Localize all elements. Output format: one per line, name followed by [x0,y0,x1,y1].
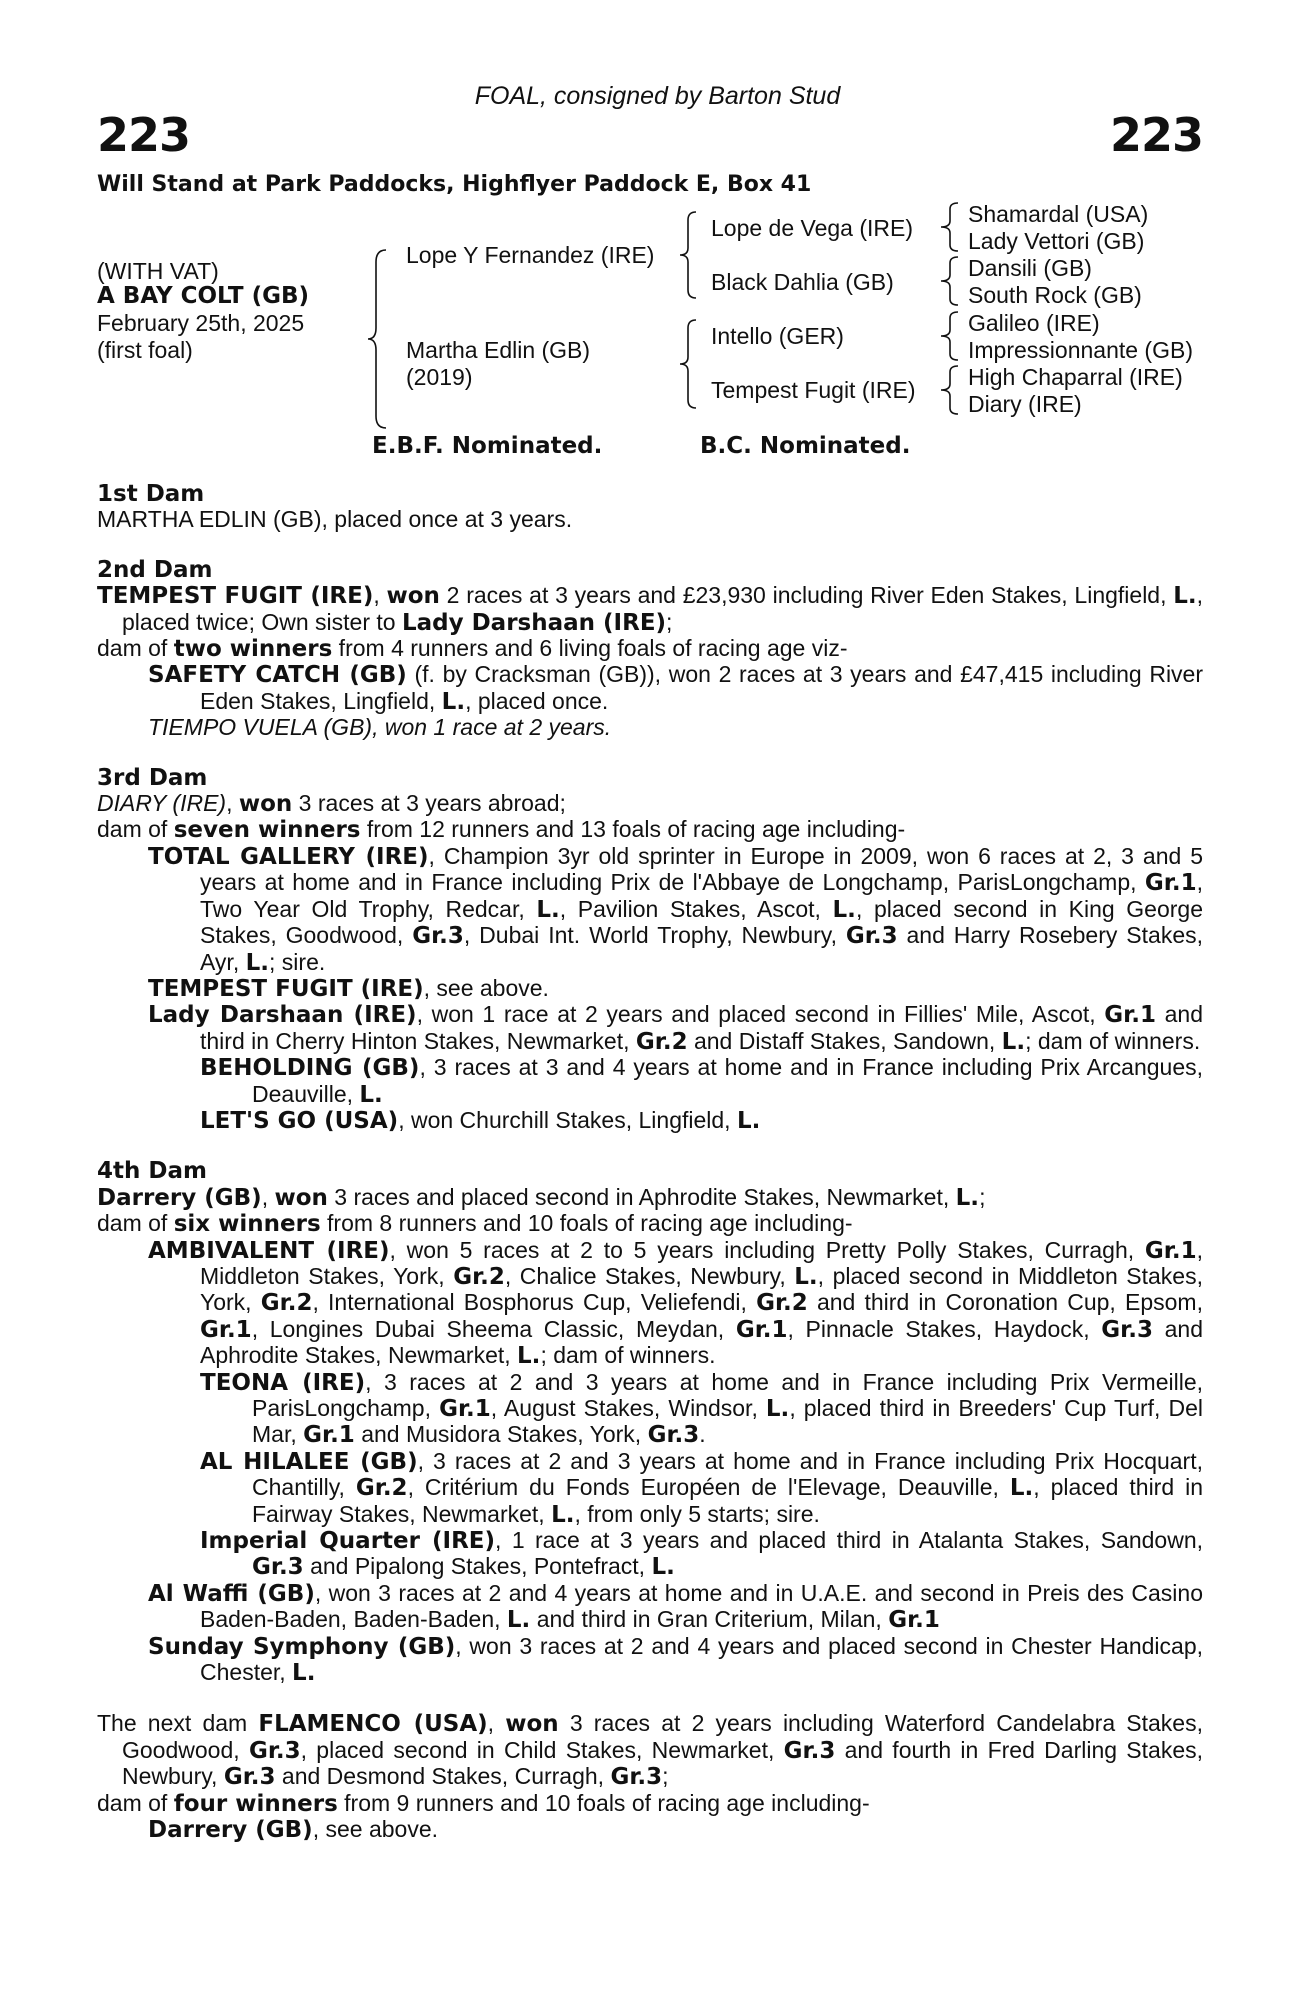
record-text: 3 races and placed second in Aphrodite Stakes, Newmarket, [327,1183,956,1210]
catalogue-text [97,482,1203,1844]
record-text: and Pipalong Stakes, Pontefract, [303,1553,652,1580]
won-label: won [386,583,440,610]
listed-badge: L. [651,1554,675,1581]
produce-summary [97,817,1203,843]
granddam-4: Diary (IRE) [968,391,1082,417]
record-text: , 3 races at 2 and 3 years at home and in France including Prix Vermeille, ParisLongchamp, [252,1368,1203,1421]
record-text: , 3 races at 2 and 3 years at home and in France including Prix Hocquart, Chantilly, [252,1447,1204,1501]
listed-badge: L. [1173,583,1197,610]
pedigree-brace-2 [678,210,700,300]
record-text: , placed second in Child Stakes, Newmarket, [300,1736,784,1763]
grade-badge: Gr.3 [647,1422,700,1449]
sire-dam: Black Dahlia (GB) [711,269,894,295]
horse-name: Imperial Quarter (IRE) [200,1528,496,1555]
ebf-nomination: E.B.F. Nominated. [372,433,603,459]
record-text: , won 3 races at 2 and 4 years at home and in U.A.E. and second in Preis des Casino Baden-Baden, Baden-Baden, [200,1579,1204,1633]
winners-count: four winners [173,1790,338,1817]
record-text: dam of [97,635,174,662]
record-text: , International Bosphorus Cup, Veliefendi, [312,1289,757,1316]
horse-name: Darrery (GB) [97,1184,262,1211]
produce-entry [97,1528,1203,1581]
listed-badge: L. [245,949,270,976]
record-text: , August Stakes, Windsor, [490,1395,766,1421]
record-text: from 8 runners and 10 foals of racing age including- [320,1210,853,1237]
record-text: ; dam of winners. [1025,1027,1201,1054]
listed-badge: L. [1009,1475,1034,1502]
record-text: 2 races at 3 years and £23,930 including River Eden Stakes, Lingfield, [439,582,1174,609]
record-text: , 1 race at 3 years and placed third in Atalanta Stakes, Sandown, [495,1527,1204,1554]
grade-badge: Gr.3 [412,923,464,950]
horse-name: LET'S GO (USA) [200,1107,399,1134]
record-text: , placed twice; Own sister to [122,582,1204,635]
record-text: ; dam of winners. [540,1342,716,1369]
grade-badge: Gr.2 [453,1263,505,1290]
section-heading: 3rd Dam [97,764,208,791]
produce-entry [97,1581,1203,1634]
record-text: 3 races at 3 years abroad; [292,790,566,817]
record-text: The next dam [97,1710,259,1737]
record-text: ; sire. [269,948,326,975]
listed-badge: L. [292,1660,316,1687]
first-dam-section [97,482,1203,533]
record-text: , placed third in Fairway Stakes, Newmarket, [252,1474,1204,1527]
record-text: , see above. [312,1816,438,1843]
first-dam-line: MARTHA EDLIN (GB), placed once at 3 years. [97,506,573,533]
grade-badge: Gr.1 [439,1396,491,1422]
horse-name: TEMPEST FUGIT (IRE) [148,975,424,1002]
grandsire-3: Galileo (IRE) [968,310,1100,336]
pedigree-brace-7 [938,364,962,416]
record-text: , Pinnacle Stakes, Haydock, [787,1315,1102,1342]
grandsire-1: Shamardal (USA) [968,201,1149,227]
produce-entry [97,976,1203,1002]
listed-badge: L. [955,1184,980,1211]
listed-badge: L. [506,1607,531,1634]
record-text: from 9 runners and 10 foals of racing age including- [337,1789,870,1816]
record-text: dam of [97,1210,174,1237]
listed-badge: L. [517,1343,541,1370]
listed-badge: L. [794,1263,818,1290]
horse-name: Darrery (GB) [148,1817,313,1844]
record-text: , Pavilion Stakes, Ascot, [559,895,833,922]
listed-badge: L. [551,1501,575,1528]
record-text: and Desmond Stakes, Curragh, [275,1763,611,1790]
record-text: , [226,790,239,817]
record-text: and Musidora Stakes, York, [354,1421,648,1448]
grade-badge: Gr.1 [303,1422,355,1449]
produce-entry [97,662,1203,715]
record-text: , won 3 races at 2 and 4 years and placed second in Chester Handicap, Chester, [200,1632,1204,1686]
record-text: , [261,1183,275,1210]
produce-summary [97,1211,1203,1237]
horse-name: TEONA (IRE) [200,1369,366,1396]
record-text: and Harry Rosebery Stakes, Ayr, [200,922,1203,975]
record-text: , placed second in King George Stakes, Goodwood, [200,895,1203,949]
winners-count: six winners [173,1211,321,1238]
produce-entry [97,1055,1203,1108]
grade-badge: Gr.1 [1104,1002,1156,1029]
grade-badge: Gr.1 [200,1316,252,1343]
pedigree-brace-5 [938,255,962,307]
consignor-line: FOAL, consigned by Barton Stud [474,82,841,110]
dam-sire: Intello (GER) [711,323,844,349]
bc-nomination: B.C. Nominated. [700,433,911,459]
winners-count: two winners [173,636,333,663]
record-text: ; [666,608,673,635]
record-text: ; [979,1183,986,1210]
sire: Lope Y Fernandez (IRE) [406,242,655,268]
third-dam-section [97,766,1203,1135]
horse-name: AMBIVALENT (IRE) [148,1237,390,1264]
produce-summary [97,636,1203,662]
vat-note: (WITH VAT) [97,258,219,284]
record-text: (f. by Cracksman (GB)), won 2 races at 3 years and £47,415 including River Eden Stakes, Lingfield, [200,661,1203,714]
record-text: , won 5 races at 2 to 5 years including Pretty Polly Stakes, Curragh, [389,1236,1145,1263]
horse-name: BEHOLDING (GB) [200,1055,420,1082]
foaling-date: February 25th, 2025 [97,310,305,336]
pedigree-brace-1 [366,248,390,430]
won-label: won [505,1711,559,1738]
listed-badge: L. [832,896,856,923]
grade-badge: Gr.3 [610,1764,663,1791]
fourth-dam-section [97,1159,1203,1686]
record-text: , placed once. [465,687,609,714]
horse-name: AL HILALEE (GB) [200,1448,418,1475]
foal-note: (first foal) [97,337,193,363]
record-text: , Two Year Old Trophy, Redcar, [200,869,1203,922]
horse-name: SAFETY CATCH (GB) [148,662,407,689]
record-text: and third in Gran Criterium, Milan, [530,1606,889,1633]
grade-badge: Gr.1 [1144,870,1197,897]
record-text: dam of [97,1789,174,1816]
listed-badge: L. [359,1081,383,1108]
produce-entry [97,1817,1203,1843]
record-text: , [487,1710,506,1737]
produce-entry [97,1238,1203,1370]
dam-year: (2019) [406,364,473,390]
grade-badge: Gr.3 [252,1554,304,1581]
dam-record [97,791,1203,817]
produce-entry [97,1002,1203,1055]
horse-name: FLAMENCO (USA) [258,1711,488,1738]
section-heading: 1st Dam [97,481,205,507]
record-text: and third in Cherry Hinton Stakes, Newmarket, [200,1001,1203,1054]
record-text: , Chalice Stakes, Newbury, [504,1262,795,1289]
grade-badge: Gr.1 [735,1316,788,1343]
grade-badge: Gr.2 [635,1028,688,1055]
grandsire-2: Dansili (GB) [968,255,1092,281]
granddam-3: Impressionnante (GB) [968,337,1193,363]
record-text: and third in Coronation Cup, Epsom, [807,1289,1203,1316]
record-text: , see above. [423,974,549,1001]
horse-name: Lady Darshaan (IRE) [148,1002,417,1029]
dam-record [97,1711,1203,1790]
second-dam-section [97,558,1203,741]
record-text: ; [662,1763,669,1790]
grandsire-4: High Chaparral (IRE) [968,364,1183,390]
horse-name: TEMPEST FUGIT (IRE) [97,583,374,610]
pedigree-brace-6 [938,310,962,362]
record-text: , 3 races at 3 and 4 years at home and in France including Prix Arcangues, Deauville, [252,1054,1203,1107]
section-heading: 4th Dam [97,1158,207,1185]
grade-badge: Gr.2 [355,1475,408,1502]
won-label: won [274,1184,328,1211]
grade-badge: Gr.2 [756,1290,808,1317]
produce-entry [97,1108,1203,1134]
record-text: , from only 5 starts; sire. [574,1500,820,1527]
section-heading: 2nd Dam [97,556,213,583]
record-text: , Middleton Stakes, York, [200,1236,1203,1289]
stabling-location: Will Stand at Park Paddocks, Highflyer Paddock E, Box 41 [97,172,812,197]
lot-number-left: 223 [97,108,191,162]
produce-entry [97,844,1203,976]
granddam-2: South Rock (GB) [968,282,1142,308]
horse-name: TOTAL GALLERY (IRE) [148,843,429,870]
record-text: dam of [97,816,174,843]
horse-name: DIARY (IRE) [97,790,227,817]
record-text: , Critérium du Fonds Européen de l'Elevage, Deauville, [407,1474,1010,1501]
listed-badge: L. [1001,1028,1026,1055]
dam-record: TEMPEST FUGIT (IRE), won 2 races at 3 years and £23,930 including River Eden Stakes, Lingfield, L., placed twice; Own sister to Lady Darshaan (IRE); [97,582,1204,636]
listed-badge: L. [536,896,560,923]
dam-record [97,1185,1203,1211]
winners-count: seven winners [173,817,361,844]
record-text: , placed second in Middleton Stakes, York, [200,1262,1203,1316]
grade-badge: Gr.3 [783,1737,836,1764]
record-text: , won 1 race at 2 years and placed second in Fillies' Mile, Ascot, [416,1001,1105,1028]
horse-name: Lady Darshaan (IRE) [401,609,667,636]
won-label: won [238,791,293,818]
record-text: , Longines Dubai Sheema Classic, Meydan, [251,1315,736,1342]
grade-badge: Gr.3 [248,1737,301,1764]
grade-badge: Gr.2 [260,1290,313,1317]
record-text: and fourth in Fred Darling Stakes, Newbury, [122,1736,1204,1790]
record-text: 3 races at 2 years including Waterford Candelabra Stakes, Goodwood, [122,1710,1203,1763]
record-text: . [699,1421,706,1448]
record-text: , won Churchill Stakes, Lingfield, [398,1106,737,1133]
record-text: , Champion 3yr old sprinter in Europe in 2009, won 6 races at 2, 3 and 5 years at home and in France including Prix de l'Abbaye de Longchamp, ParisLongchamp, [200,842,1203,896]
pedigree-brace-4 [938,201,962,253]
listed-badge: L. [441,688,466,715]
record-text: and Distaff Stakes, Sandown, [687,1027,1002,1054]
produce-entry [97,1370,1203,1449]
record-text: and Aphrodite Stakes, Newmarket, [200,1315,1204,1369]
produce-entry: TIEMPO VUELA (GB), won 1 race at 2 years. [148,714,612,741]
horse-name: Sunday Symphony (GB) [148,1633,456,1660]
granddam-1: Lady Vettori (GB) [968,228,1145,254]
next-dam-section [97,1711,1203,1843]
record-text: , placed third in Breeders' Cup Turf, Del Mar, [252,1395,1203,1448]
listed-badge: L. [736,1107,761,1134]
lot-number-right: 223 [1109,108,1203,162]
grade-badge: Gr.3 [223,1764,276,1791]
record-text: from 12 runners and 13 foals of racing age including- [360,816,906,843]
listed-badge: L. [765,1396,790,1422]
produce-entry [97,1634,1203,1687]
dam: Martha Edlin (GB) [406,337,591,363]
grade-badge: Gr.3 [845,923,898,950]
grade-badge: Gr.1 [888,1607,940,1634]
grade-badge: Gr.1 [1144,1237,1197,1264]
record-text: from 4 runners and 6 living foals of racing age viz- [332,635,848,662]
produce-entry [97,1449,1203,1528]
record-text: , Dubai Int. World Trophy, Newbury, [463,922,846,949]
lot-name: A BAY COLT (GB) [97,283,310,309]
pedigree-brace-3 [678,318,700,410]
horse-name: Al Waffi (GB) [148,1580,315,1607]
sire-sire: Lope de Vega (IRE) [711,215,914,241]
produce-summary [97,1791,1203,1817]
dam-dam: Tempest Fugit (IRE) [711,377,916,403]
grade-badge: Gr.3 [1101,1316,1153,1343]
